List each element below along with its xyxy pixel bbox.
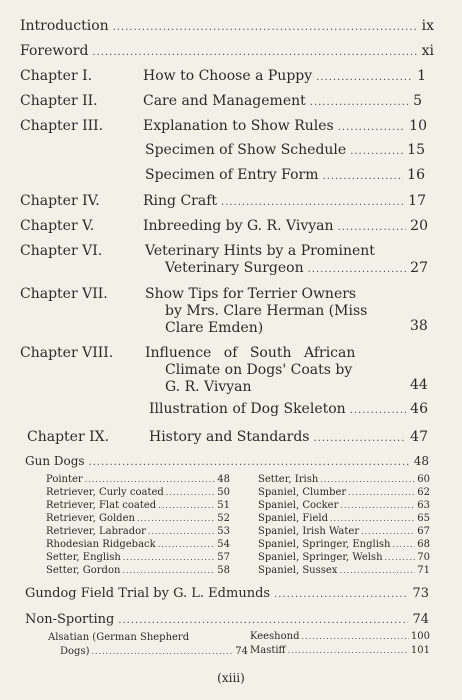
- toc-page: 100: [410, 631, 430, 642]
- breed-name: Spaniel, Field: [258, 513, 328, 524]
- chapter-label: Chapter IX.: [27, 429, 110, 445]
- breed-page: 63: [417, 500, 430, 511]
- leader-dots: [361, 527, 415, 536]
- toc-line: G. R. Vivyan: [165, 379, 252, 395]
- toc-page: 16: [407, 167, 425, 183]
- leader-dots: [392, 540, 415, 549]
- leader-dots: [85, 475, 216, 484]
- toc-line: Influence of South African: [145, 345, 356, 361]
- breed-name: Rhodesian Ridgeback: [46, 539, 156, 550]
- leader-dots: [89, 457, 410, 468]
- toc-page: 17: [408, 193, 426, 209]
- breed-name: Spaniel, Irish Water: [258, 526, 360, 537]
- toc-title: Specimen of Entry Form: [145, 167, 319, 183]
- toc-title: Keeshond: [250, 631, 300, 642]
- toc-chapter-6-line1: Veterinary Hints by a Prominent: [145, 243, 375, 259]
- breed-row: [46, 552, 230, 563]
- breed-row: [258, 513, 430, 524]
- leader-dots: [350, 146, 403, 157]
- breed-name: Retriever, Flat coated: [46, 500, 157, 511]
- breed-name: Retriever, Curly coated: [46, 487, 164, 498]
- leader-dots: [113, 22, 418, 33]
- toc-line: Clare Emden): [165, 320, 264, 336]
- breed-row: [258, 474, 430, 485]
- breed-row: [46, 526, 230, 537]
- breed-row: [258, 526, 430, 537]
- toc-page: 101: [410, 645, 430, 656]
- toc-title: Explanation to Show Rules: [143, 118, 334, 134]
- breed-page: 57: [217, 552, 230, 563]
- leader-dots: [274, 589, 408, 600]
- toc-title: Introduction: [20, 18, 109, 34]
- toc-page: 27: [410, 260, 428, 276]
- toc-title: Inbreeding by G. R. Vivyan: [143, 218, 334, 234]
- breed-row: [46, 513, 230, 524]
- leader-dots: [288, 646, 409, 655]
- breed-name: Spaniel, Springer, English: [258, 539, 391, 550]
- breed-page: 67: [417, 526, 430, 537]
- breed-page: 62: [417, 487, 430, 498]
- toc-title: Foreword: [20, 43, 89, 59]
- toc-line: Alsatian (German Shepherd: [48, 632, 190, 643]
- toc-non-sporting: [25, 612, 429, 627]
- leader-dots: [158, 540, 216, 549]
- toc-page: 47: [410, 429, 428, 445]
- leader-dots: [158, 501, 215, 510]
- toc-title: Non-Sporting: [25, 612, 115, 627]
- breed-page: 54: [217, 539, 230, 550]
- toc-foreword: [20, 43, 434, 59]
- breed-name: Retriever, Golden: [46, 513, 135, 524]
- toc-page: 1: [417, 68, 426, 84]
- chapter-label: Chapter IV.: [20, 193, 100, 209]
- toc-page: 73: [412, 586, 429, 601]
- breed-row: [258, 565, 430, 576]
- chapter-label: Chapter VI.: [20, 243, 103, 259]
- toc-chapter-4: [143, 193, 426, 209]
- leader-dots: [320, 475, 415, 484]
- breed-page: 51: [217, 500, 230, 511]
- breed-name: Spaniel, Clumber: [258, 487, 347, 498]
- chapter-label: Chapter VIII.: [20, 345, 114, 361]
- leader-dots: [323, 171, 404, 182]
- breed-page: 48: [217, 474, 230, 485]
- breed-name: Setter, English: [46, 552, 121, 563]
- leader-dots: [385, 553, 416, 562]
- breed-name: Spaniel, Sussex: [258, 565, 338, 576]
- breed-name: Spaniel, Springer, Welsh: [258, 552, 383, 563]
- breed-name: Retriever, Labrador: [46, 526, 146, 537]
- nonsport-alsatian: [48, 631, 248, 659]
- breed-page: 65: [417, 513, 430, 524]
- chapter-label: Chapter III.: [20, 118, 104, 134]
- breed-row: [46, 487, 230, 498]
- leader-dots: [340, 501, 415, 510]
- breed-row: [46, 565, 230, 576]
- toc-page: 44: [410, 377, 428, 393]
- toc-chapter-7-lines: [145, 286, 367, 337]
- toc-line-with-page: [48, 645, 248, 659]
- breed-page: 68: [417, 539, 430, 550]
- toc-title: Mastiff: [250, 645, 286, 656]
- breed-name: Setter, Irish: [258, 474, 319, 485]
- toc-specimen-entry: [145, 167, 425, 183]
- nonsport-keeshond: [250, 631, 430, 642]
- leader-dots: [330, 514, 415, 523]
- nonsport-mastiff: [250, 645, 430, 656]
- toc-page: 48: [413, 454, 429, 468]
- breed-page: 71: [417, 565, 430, 576]
- breed-name: Setter, Gordon: [46, 565, 121, 576]
- breed-row: [258, 500, 430, 511]
- toc-chapter-9: [149, 429, 428, 445]
- leader-dots: [313, 433, 406, 444]
- toc-title: How to Choose a Puppy: [143, 68, 313, 84]
- toc-chapter-5: [143, 218, 428, 234]
- toc-chapter-2: [143, 93, 422, 109]
- breed-row: [46, 539, 230, 550]
- toc-title: Gundog Field Trial by G. L. Edmunds: [25, 586, 271, 601]
- leader-dots: [166, 488, 215, 497]
- toc-title: Veterinary Surgeon: [165, 260, 304, 276]
- toc-title: Ring Craft: [143, 193, 218, 209]
- breed-page: 70: [417, 552, 430, 563]
- toc-line: by Mrs. Clare Herman (Miss: [165, 303, 368, 319]
- chapter-label: Chapter VII.: [20, 286, 108, 302]
- toc-page: 20: [410, 218, 428, 234]
- toc-page: 10: [409, 118, 427, 134]
- breed-page: 53: [217, 526, 230, 537]
- toc-skeleton: [149, 401, 428, 417]
- page-number: (xiii): [217, 671, 245, 685]
- breed-row: [258, 539, 430, 550]
- leader-dots: [350, 405, 407, 416]
- leader-dots: [339, 566, 415, 575]
- toc-page: 38: [410, 318, 428, 334]
- toc-title: Care and Management: [143, 93, 306, 109]
- breed-row: [258, 487, 430, 498]
- chapter-label: Chapter II.: [20, 93, 98, 109]
- toc-page: ix: [421, 18, 434, 34]
- toc-line: Dogs): [60, 646, 90, 657]
- toc-title: Gun Dogs: [25, 454, 85, 468]
- toc-title: Specimen of Show Schedule: [145, 142, 347, 158]
- leader-dots: [148, 527, 215, 536]
- leader-dots: [301, 632, 408, 641]
- leader-dots: [348, 488, 415, 497]
- toc-page: xi: [421, 43, 434, 59]
- toc-title: Illustration of Dog Skeleton: [149, 401, 346, 417]
- toc-chapter-3: [143, 118, 427, 134]
- toc-page: 74: [235, 646, 248, 657]
- toc-chapter-6: [165, 260, 428, 276]
- toc-gun-dogs: [25, 454, 429, 468]
- breed-row: [46, 500, 230, 511]
- leader-dots: [137, 514, 215, 523]
- toc-gundog-trial: [25, 586, 429, 601]
- toc-chapter-8-lines: [145, 345, 355, 396]
- leader-dots: [122, 566, 215, 575]
- leader-dots: [316, 72, 413, 83]
- toc-page: 74: [412, 612, 429, 627]
- leader-dots: [221, 197, 404, 208]
- breed-name: Spaniel, Cocker: [258, 500, 339, 511]
- leader-dots: [92, 47, 417, 58]
- leader-dots: [118, 615, 408, 626]
- breed-page: 58: [217, 565, 230, 576]
- toc-introduction: [20, 18, 434, 34]
- breed-page: 60: [417, 474, 430, 485]
- toc-specimen-schedule: [145, 142, 425, 158]
- leader-dots: [310, 97, 409, 108]
- breed-page: 50: [217, 487, 230, 498]
- breed-page: 52: [217, 513, 230, 524]
- toc-line: Show Tips for Terrier Owners: [145, 286, 357, 302]
- chapter-label: Chapter V.: [20, 218, 95, 234]
- leader-dots: [338, 222, 407, 233]
- toc-page: 46: [410, 401, 428, 417]
- leader-dots: [123, 553, 215, 562]
- toc-page: 15: [407, 142, 425, 158]
- toc-page: 5: [413, 93, 422, 109]
- breed-row: [46, 474, 230, 485]
- breed-row: [258, 552, 430, 563]
- toc-line: Climate on Dogs' Coats by: [165, 362, 353, 378]
- breed-name: Pointer: [46, 474, 83, 485]
- toc-title: History and Standards: [149, 429, 310, 445]
- toc-chapter-1: [143, 68, 426, 84]
- leader-dots: [91, 645, 233, 659]
- chapter-label: Chapter I.: [20, 68, 93, 84]
- leader-dots: [308, 264, 407, 275]
- leader-dots: [338, 122, 405, 133]
